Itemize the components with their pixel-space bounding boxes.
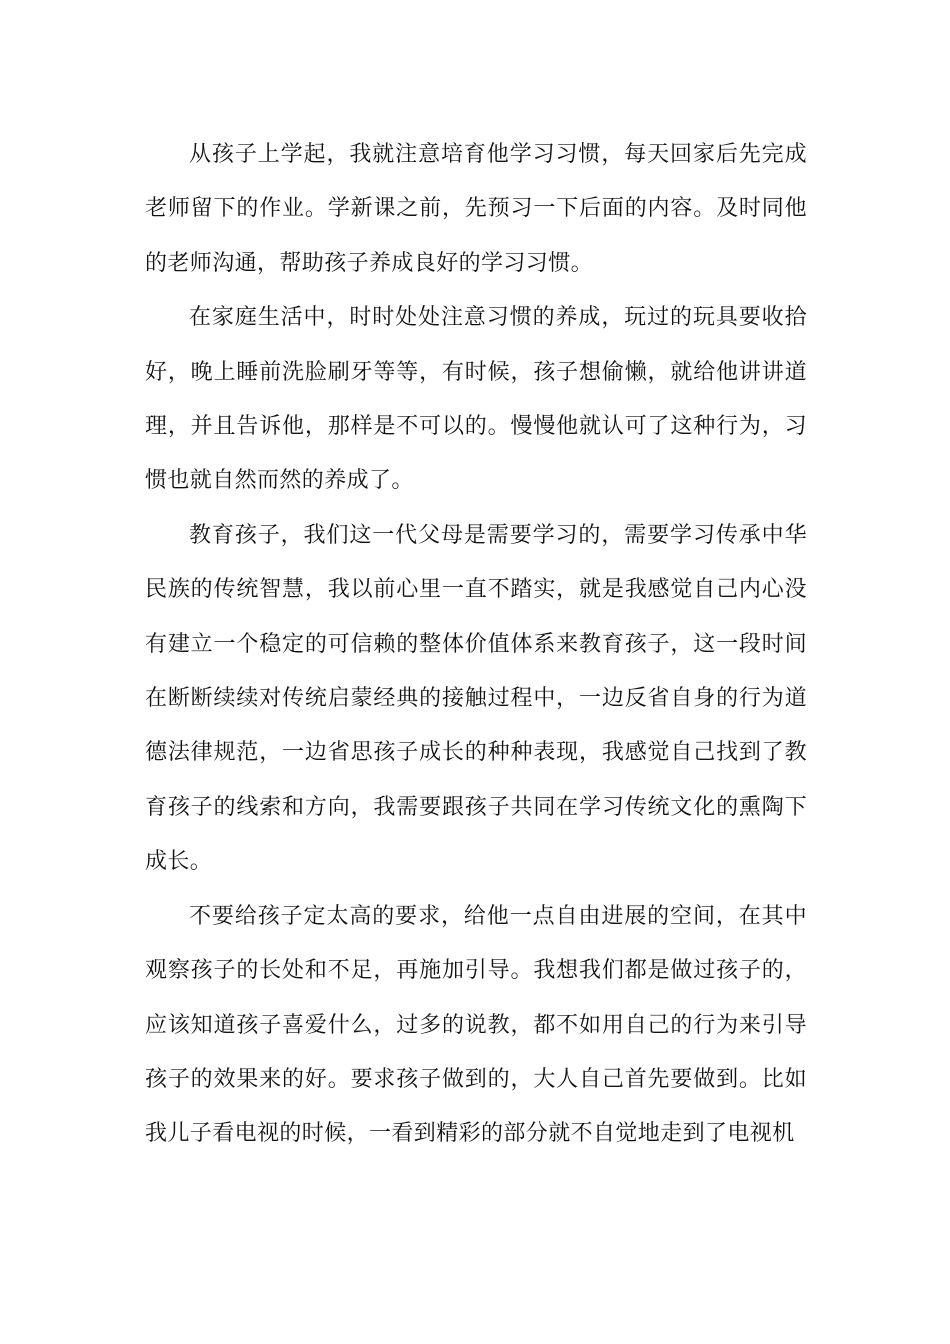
paragraph-3: 教育孩子，我们这一代父母是需要学习的，需要学习传承中华民族的传统智慧，我以前心里一直不踏实，就是我感觉自己内心没有建立一个稳定的可信赖的整体价值体系来教育孩子，这一段时间在断断续续对传统启蒙经典的接触过程中，一边反省自身的行为道德法律规范，一边省思孩子成长的种种表现，我感觉自己找到了教育孩子的线索和方向，我需要跟孩子共同在学习传统文化的熏陶下成长。 [145,522,807,875]
paragraph-4: 不要给孩子定太高的要求，给他一点自由进展的空间，在其中观察孩子的长处和不足，再施加引导。我想我们都是做过孩子的，应该知道孩子喜爱什么，过多的说教，都不如用自己的行为来引导孩子的效果来的好。要求孩子做到的，大人自己首先要做到。比如我儿子看电视的时候，一看到精彩的部分就不自觉地走到了电视机 [145,903,807,1147]
document-body [145,128,807,1162]
paragraph-2: 在家庭生活中，时时处处注意习惯的养成，玩过的玩具要收拾好，晚上睡前洗脸刷牙等等，有时候，孩子想偷懒，就给他讲讲道理，并且告诉他，那样是不可以的。慢慢他就认可了这种行为，习惯也就自然而然的养成了。 [145,305,807,494]
paragraph-1: 从孩子上学起，我就注意培育他学习习惯，每天回家后先完成老师留下的作业。学新课之前，先预习一下后面的内容。及时同他的老师沟通，帮助孩子养成良好的学习习惯。 [145,142,807,276]
